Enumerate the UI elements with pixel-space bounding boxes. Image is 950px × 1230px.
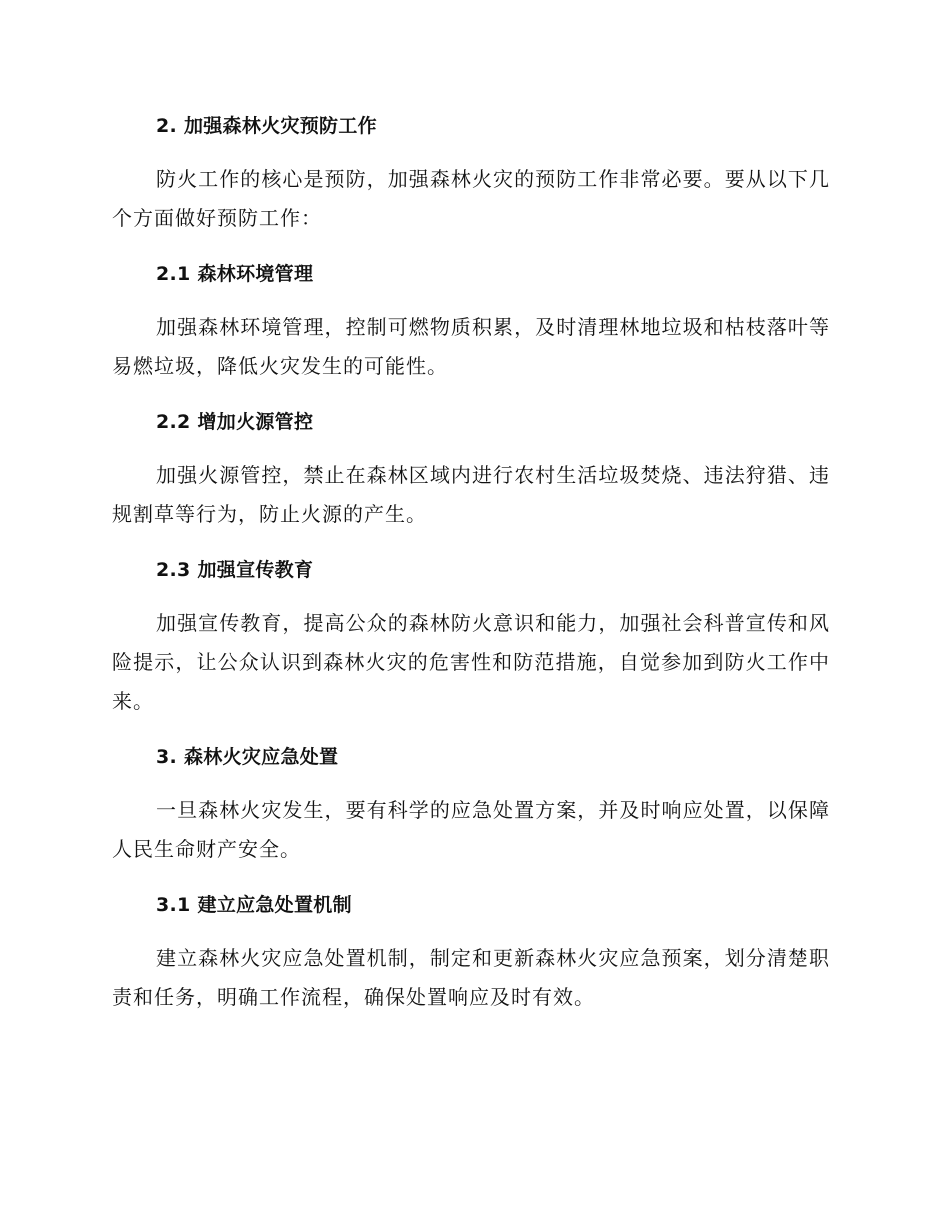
section-heading: 3. 森林火灾应急处置 <box>156 746 339 768</box>
section-paragraph: 加强火源管控，禁止在森林区域内进行农村生活垃圾焚烧、违法狩猎、违规割草等行为，防止火源的产生。 <box>112 463 830 526</box>
document-page <box>112 110 830 1037</box>
section-paragraph: 加强宣传教育，提高公众的森林防火意识和能力，加强社会科普宣传和风险提示，让公众认识到森林火灾的危害性和防范措施，自觉参加到防火工作中来。 <box>112 611 830 713</box>
section-paragraph: 加强森林环境管理，控制可燃物质积累，及时清理林地垃圾和枯枝落叶等易燃垃圾，降低火灾发生的可能性。 <box>112 315 830 378</box>
section-heading: 3.1 建立应急处置机制 <box>156 894 352 916</box>
section-heading: 2.2 增加火源管控 <box>156 411 314 433</box>
section-paragraph: 一旦森林火灾发生，要有科学的应急处置方案，并及时响应处置，以保障人民生命财产安全。 <box>112 798 830 861</box>
section-heading: 2.3 加强宣传教育 <box>156 559 314 581</box>
section-heading: 2.1 森林环境管理 <box>156 263 314 285</box>
section-paragraph: 防火工作的核心是预防，加强森林火灾的预防工作非常必要。要从以下几个方面做好预防工作： <box>112 167 830 230</box>
section-paragraph: 建立森林火灾应急处置机制，制定和更新森林火灾应急预案，划分清楚职责和任务，明确工作流程，确保处置响应及时有效。 <box>112 946 830 1009</box>
section-heading: 2. 加强森林火灾预防工作 <box>156 115 377 137</box>
